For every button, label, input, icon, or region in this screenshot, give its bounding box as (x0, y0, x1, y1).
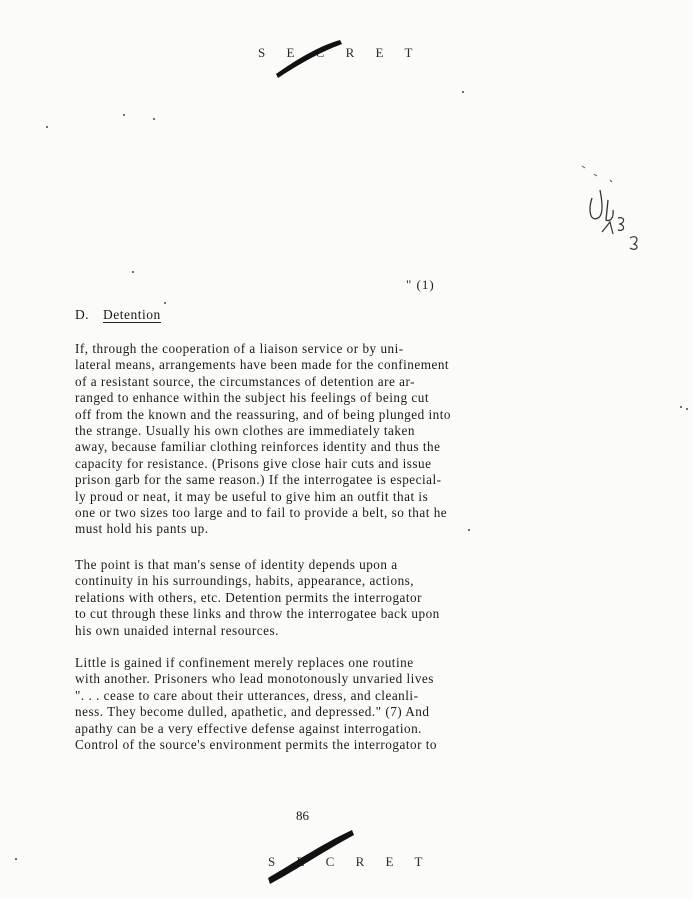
paragraph-confinement: If, through the cooperation of a liaison service or by uni- lateral means, arrangements have been made for the confinement of a resistant source, the circumstances of detention are ar- ranged to enhance within the subject his feelings of being cut off from the known and the reassuring, and of being plunged into the strange. Usually his own clothes are immediately taken away, because familiar clothing reinforces identity and thus the capacity for resistance. (Prisons give close hair cuts and issue prison garb for the same reason.) If the interrogatee is especial- ly proud or neat, it may be useful to give him an outfit that is one or two sizes too large and to fail to provide a belt, so that he must hold his pants up. (75, 341, 452, 537)
scan-speck (15, 858, 17, 860)
paragraph-identity: The point is that man's sense of identity depends upon a continuity in his surroundings, habits, appearance, actions, relations with others, etc. Detention permits the interrogator to cut through these links and throw the interrogatee back upon his own unaided internal resources. (75, 557, 440, 638)
scan-speck (462, 91, 464, 93)
footer-classification: S E C R E T (268, 854, 432, 869)
page-number: 86 (296, 808, 309, 823)
scan-speck (680, 406, 682, 408)
section-heading (75, 307, 161, 323)
header-redaction-stroke (268, 34, 348, 84)
footer-redaction-stroke (262, 826, 362, 886)
reference-marker: " (1) (406, 277, 435, 292)
scan-speck (123, 114, 125, 116)
scan-speck (46, 126, 48, 128)
header-classification: S E C R E T (258, 45, 422, 60)
paragraph-routine: Little is gained if confinement merely replaces one routine with another. Prisoners who lead monotonously unvaried lives ". . . cease to care about their utterances, dress, and cleanli- ness. They become dulled, apathetic, and depressed." (7) And apathy can be a very effective defense against interrogation. Control of the source's environment permits the interrogator to (75, 655, 438, 753)
handwritten-margin-notation (580, 160, 655, 255)
scan-speck (153, 118, 155, 120)
scan-speck (132, 271, 134, 273)
scan-speck (468, 529, 470, 531)
scan-speck (686, 408, 688, 410)
section-letter: D. (75, 307, 90, 322)
section-title: Detention (103, 307, 161, 322)
scan-speck (164, 302, 166, 304)
